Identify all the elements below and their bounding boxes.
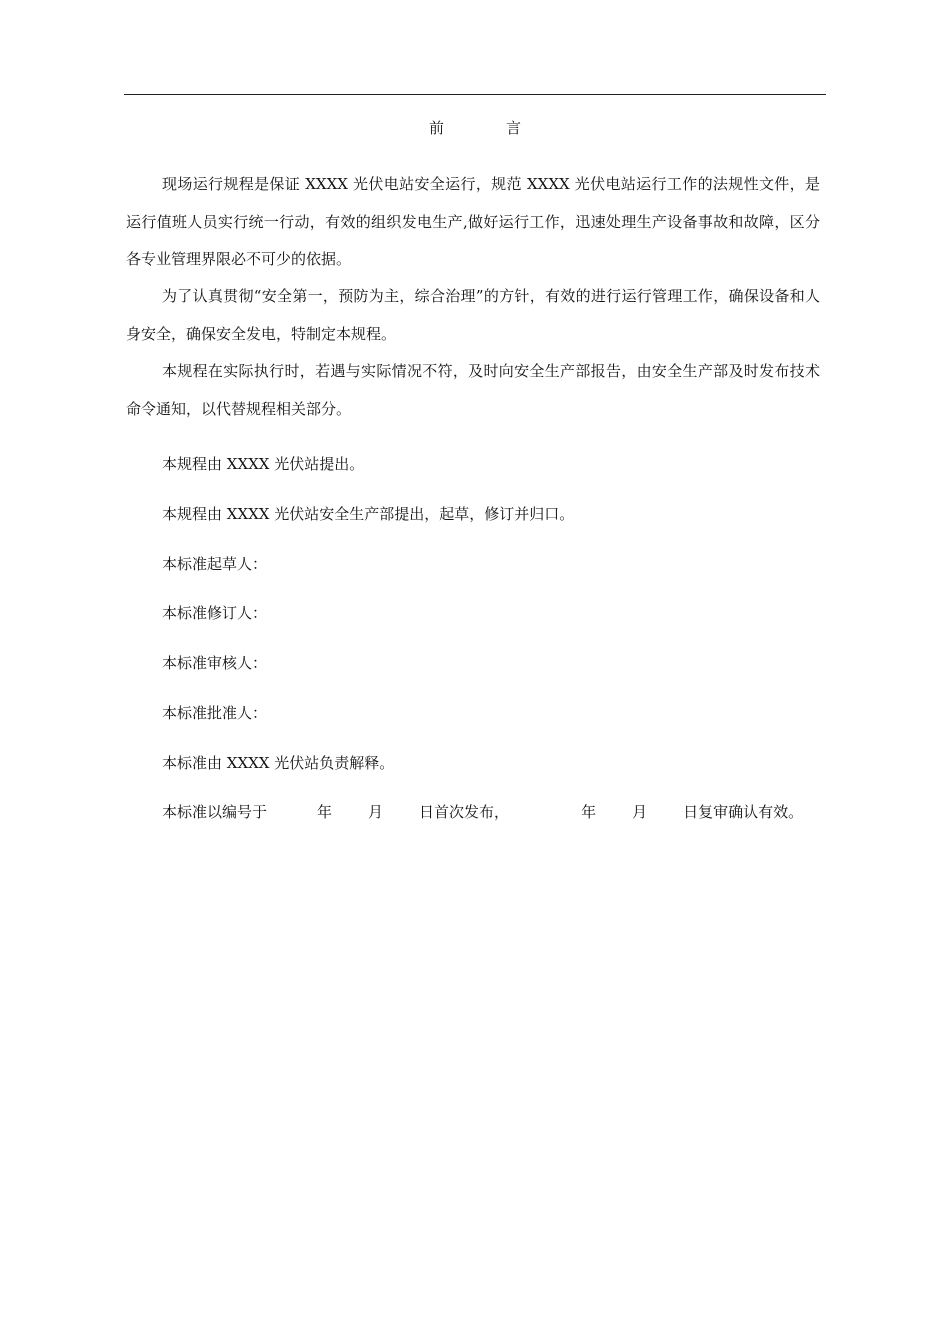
paragraph-execution: 本规程在实际执行时，若遇与实际情况不符，及时向安全生产部报告，由安全生产部及时发布技术命令通知，以代替规程相关部分。 [126,362,820,418]
paragraph-purpose: 现场运行规程是保证 XXXX 光伏电站安全运行，规范 XXXX 光伏电站运行工作的法规性文件，是运行值班人员实行统一行动，有效的组织发电生产,做好运行工作，迅速处理生产设备事故和故障，区分各专业管理界限必不可少的依据。 [126,175,820,268]
auditor-line: 本标准审核人： [162,654,268,672]
issue-month-1: 月 [368,803,384,821]
drafter-line: 本标准起草人： [162,555,268,573]
issue-date-line [162,800,822,824]
proposed-by-line: 本规程由 XXXX 光伏站提出。 [162,455,365,473]
issue-day-2: 日复审确认有效。 [683,803,804,821]
issue-year-1: 年 [317,803,333,821]
header-rule [124,94,826,95]
reviser-line: 本标准修订人： [162,604,268,622]
approver-line: 本标准批准人： [162,704,268,722]
paragraph-policy: 为了认真贯彻“安全第一，预防为主，综合治理”的方针，有效的进行运行管理工作，确保设备和人身安全，确保安全发电，特制定本规程。 [126,287,820,343]
title-part-1: 前 [428,119,444,137]
drafted-by-line: 本规程由 XXXX 光伏站安全生产部提出，起草，修订并归口。 [162,505,575,523]
interpreter-line: 本标准由 XXXX 光伏站负责解释。 [162,754,395,772]
issue-month-2: 月 [632,803,648,821]
issue-year-2: 年 [581,803,597,821]
issue-day-1: 日首次发布， [419,803,510,821]
issue-prefix: 本标准以编号于 [162,803,268,821]
page-title [0,116,950,140]
title-part-2: 言 [506,119,522,137]
